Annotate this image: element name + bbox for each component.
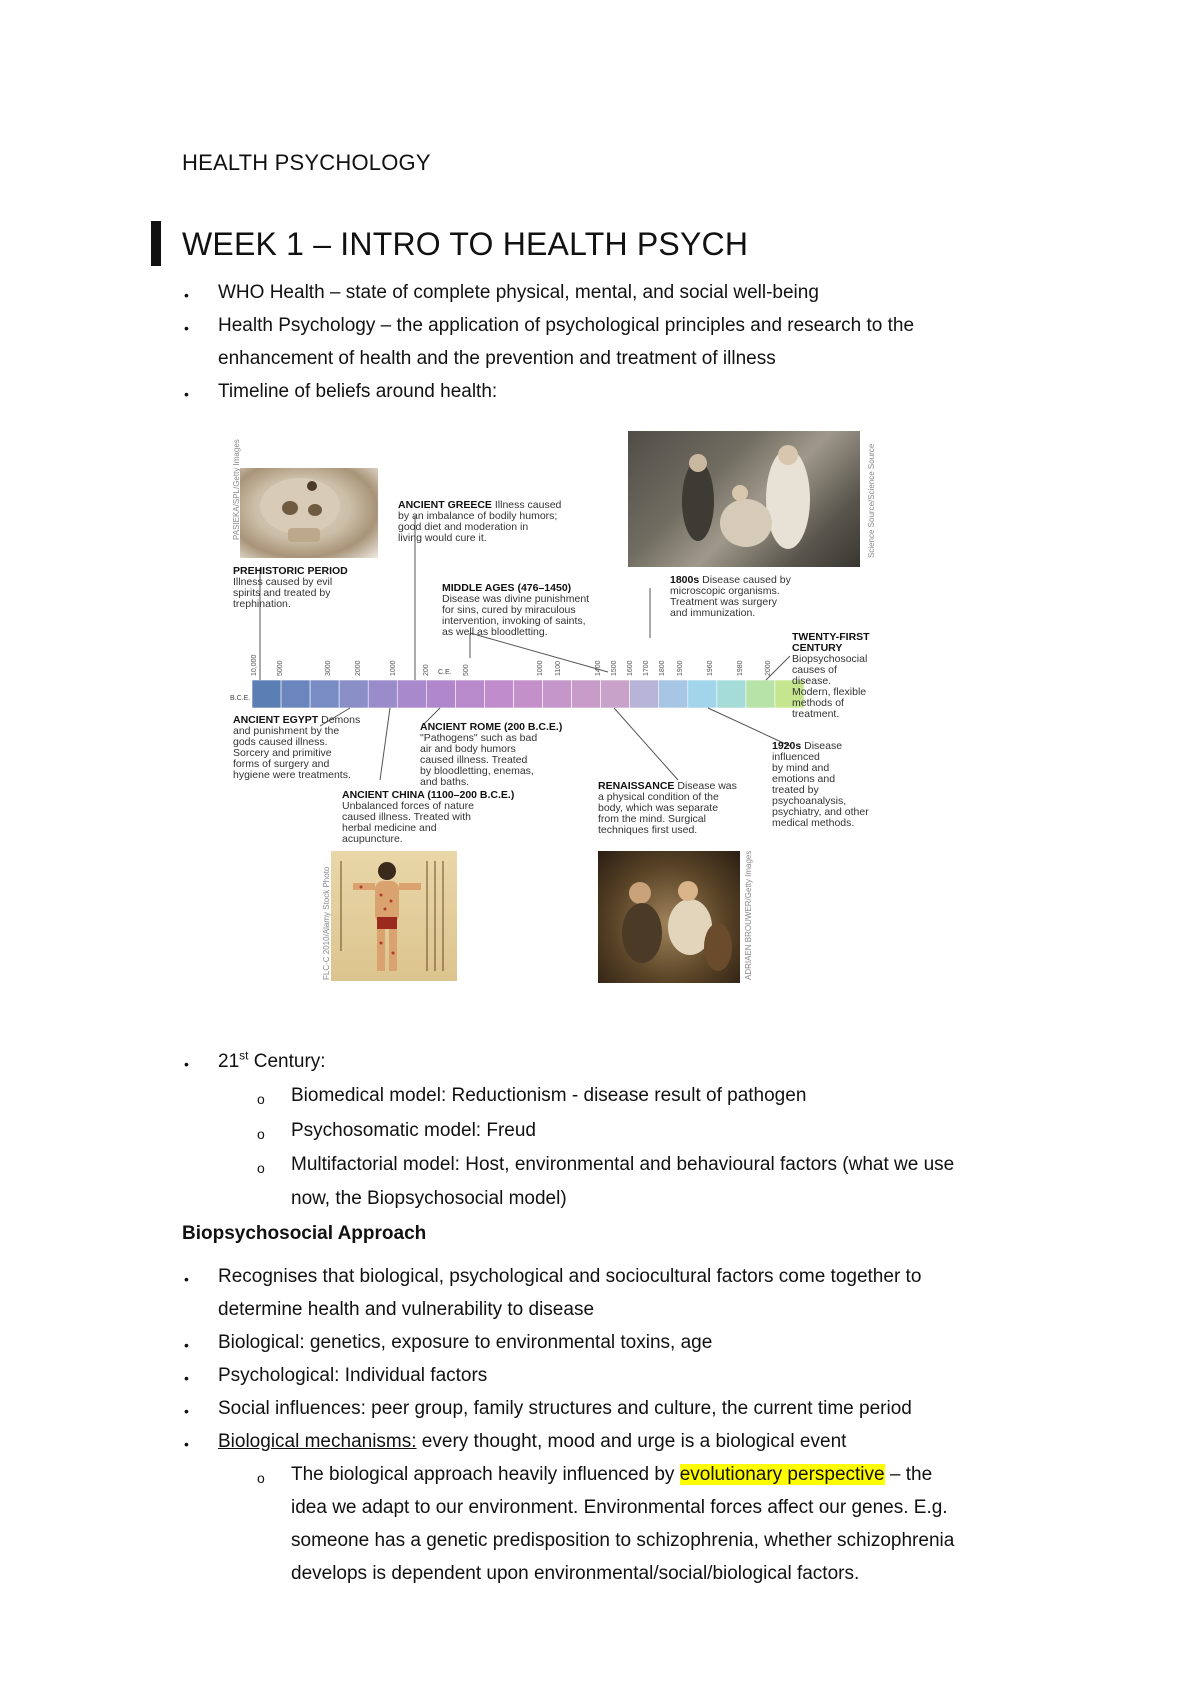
bullet-icon: • <box>184 1370 189 1386</box>
timeline-segment <box>513 680 542 708</box>
year-tick-label: 1900 <box>677 660 684 676</box>
event-title: RENAISSANCE <box>598 780 675 792</box>
bullet-icon: • <box>184 287 189 303</box>
event-title: ANCIENT EGYPT <box>233 714 319 726</box>
bullet-icon: • <box>184 1436 189 1452</box>
sub-bullet-icon: o <box>257 1160 265 1176</box>
year-tick-label: 1800 <box>659 660 666 676</box>
event-text: Demons and punishment by the gods caused illness. Sorcery and primitive forms of surgery and hygiene were treatments. <box>233 714 361 781</box>
bullet-biological-mechanisms: Biological mechanisms: every thought, mood and urge is a biological event <box>218 1431 847 1452</box>
sub-bullet-evolutionary: The biological approach heavily influenced by evolutionary perspective – the <box>291 1464 933 1485</box>
sub-bullet-evolutionary-cont-1: idea we adapt to our environment. Environmental forces affect our genes. E.g. <box>291 1497 948 1518</box>
sub-bullet-multifactorial: Multifactorial model: Host, environmental and behavioural factors (what we use <box>291 1154 955 1175</box>
timeline-segment <box>426 680 455 708</box>
timeline-segment <box>659 680 688 708</box>
photo-credit: ADRIAEN BROUWER/Getty Images <box>744 850 753 980</box>
sub-bullet-icon: o <box>257 1470 265 1486</box>
timeline-segment <box>630 680 659 708</box>
bullet-recognises-cont: determine health and vulnerability to disease <box>218 1299 595 1320</box>
bullet-icon: • <box>184 386 189 402</box>
timeline-segment <box>281 680 310 708</box>
event-renaissance <box>598 781 737 836</box>
document-title: HEALTH PSYCHOLOGY <box>182 150 431 175</box>
timeline-segment <box>746 680 775 708</box>
year-tick-label: 1700 <box>643 660 650 676</box>
photo-credit: FLC-C 2010/Alamy Stock Photo <box>322 866 331 980</box>
bullet-timeline: Timeline of beliefs around health: <box>218 381 498 402</box>
year-tick-label: 200 <box>423 664 430 676</box>
bullet-health-psychology-cont: enhancement of health and the prevention and treatment of illness <box>218 348 776 369</box>
event-text: Disease caused by microscopic organisms. Treatment was surgery and immunization. <box>670 574 791 619</box>
event-title: PREHISTORIC PERIOD <box>233 565 348 577</box>
bce-label: B.C.E. <box>230 695 251 702</box>
year-tick-label: 1100 <box>555 660 562 676</box>
event-text: Unbalanced forces of nature caused illness. Treated with herbal medicine and acupuncture. <box>342 800 474 845</box>
timeline-segment <box>572 680 601 708</box>
event-title: ANCIENT ROME (200 B.C.E.) <box>420 721 563 733</box>
bullet-health-psychology: Health Psychology – the application of psychological principles and research to the <box>218 315 915 336</box>
event-title: MIDDLE AGES (476–1450) <box>442 582 572 594</box>
timeline-segment <box>601 680 630 708</box>
timeline-segment <box>252 680 281 708</box>
year-tick-label: 1980 <box>737 660 744 676</box>
timeline-segments <box>252 680 804 708</box>
bullet-psychological: Psychological: Individual factors <box>218 1365 488 1386</box>
sub-bullet-multifactorial-cont: now, the Biopsychosocial model) <box>291 1188 567 1209</box>
timeline-segment <box>310 680 339 708</box>
event-text: Illness caused by an imbalance of bodily humors; good diet and moderation in living would cure it. <box>398 499 562 544</box>
event-text: Disease was a physical condition of the body, which was separate from the mind. Surgical techniques first used. <box>598 780 737 836</box>
sub-bullet-evolutionary-cont-2: someone has a genetic predisposition to schizophrenia, whether schizophrenia <box>291 1530 955 1551</box>
section-heading-biopsychosocial: Biopsychosocial Approach <box>182 1223 427 1244</box>
timeline-segment <box>484 680 513 708</box>
event-title: ANCIENT GREECE <box>398 499 492 511</box>
bullet-icon: • <box>184 320 189 336</box>
year-tick-label: 2000 <box>765 660 772 676</box>
bullet-icon: • <box>184 1056 189 1072</box>
event-twenty-first-century <box>792 632 870 720</box>
bullet-icon: • <box>184 1403 189 1419</box>
heading-marker <box>151 221 161 266</box>
week-heading: WEEK 1 – INTRO TO HEALTH PSYCH <box>182 226 749 262</box>
timeline-segment <box>339 680 368 708</box>
underlined-term: Biological mechanisms: <box>218 1431 417 1452</box>
year-tick-label: 1960 <box>707 660 714 676</box>
sub-bullet-icon: o <box>257 1126 265 1142</box>
bullet-21st-century: 21st Century: <box>218 1048 326 1072</box>
year-tick-label: 1400 <box>595 660 602 676</box>
event-1800s <box>670 575 791 619</box>
year-tick-label: 2000 <box>355 660 362 676</box>
year-tick-label: 5000 <box>277 660 284 676</box>
timeline-segment <box>368 680 397 708</box>
event-ancient-china <box>342 790 514 845</box>
sub-bullet-psychosomatic: Psychosomatic model: Freud <box>291 1120 536 1141</box>
sub-bullet-icon: o <box>257 1091 265 1107</box>
year-tick-label: 1500 <box>611 660 618 676</box>
sub-bullet-evolutionary-cont-3: develops is dependent upon environmental/social/biological factors. <box>291 1563 860 1584</box>
bullet-icon: • <box>184 1337 189 1353</box>
event-middle-ages <box>442 583 589 638</box>
event-text: Illness caused by evil spirits and treated by trephination. <box>233 576 333 610</box>
event-prehistoric <box>233 566 348 610</box>
event-title: 1800s <box>670 574 700 586</box>
year-tick-labels <box>251 654 772 676</box>
bullet-who-health: WHO Health – state of complete physical, mental, and social well-being <box>218 282 819 303</box>
timeline-segment <box>455 680 484 708</box>
event-title: 1920s <box>772 740 802 752</box>
year-tick-label: 1000 <box>390 660 397 676</box>
year-tick-label: 500 <box>463 664 470 676</box>
event-text: Biopsychosocial causes of disease. Modern, flexible methods of treatment. <box>792 653 868 720</box>
year-tick-label: 10,000 <box>251 654 258 676</box>
ce-label: C.E. <box>438 669 452 676</box>
year-tick-label: 1600 <box>627 660 634 676</box>
bullet-recognises: Recognises that biological, psychological and sociocultural factors come together to <box>218 1266 922 1287</box>
year-tick-label: 3000 <box>325 660 332 676</box>
event-ancient-rome <box>420 722 562 788</box>
photo-credit: PASIEKA/SPL/Getty Images <box>232 439 241 540</box>
timeline-segment <box>688 680 717 708</box>
timeline-segment <box>543 680 572 708</box>
event-text: "Pathogens" such as bad air and body humors caused illness. Treated by bloodletting, enemas, and baths. <box>420 732 538 788</box>
bullet-social-influences: Social influences: peer group, family structures and culture, the current time period <box>218 1398 912 1419</box>
photo-credit: Science Source/Science Source <box>867 443 876 558</box>
event-text: Disease influenced by mind and emotions and treated by psychoanalysis, psychiatry, and other medical methods. <box>772 740 869 829</box>
event-title: TWENTY-FIRST CENTURY <box>792 631 870 654</box>
event-title: ANCIENT CHINA (1100–200 B.C.E.) <box>342 789 515 801</box>
event-1920s <box>772 741 870 829</box>
event-ancient-egypt <box>233 715 360 781</box>
year-tick-label: 1000 <box>537 660 544 676</box>
timeline-segment <box>397 680 426 708</box>
event-ancient-greece <box>398 500 561 544</box>
bullet-icon: • <box>184 1271 189 1287</box>
bullet-biological: Biological: genetics, exposure to environmental toxins, age <box>218 1332 713 1353</box>
event-text: Disease was divine punishment for sins, cured by miraculous intervention, invoking of saints, as well as bloodletting. <box>442 593 590 638</box>
timeline-segment <box>717 680 746 708</box>
highlighted-term: evolutionary perspective <box>679 1464 885 1485</box>
health-beliefs-timeline-figure <box>230 428 876 988</box>
sub-bullet-biomedical: Biomedical model: Reductionism - disease result of pathogen <box>291 1085 807 1106</box>
